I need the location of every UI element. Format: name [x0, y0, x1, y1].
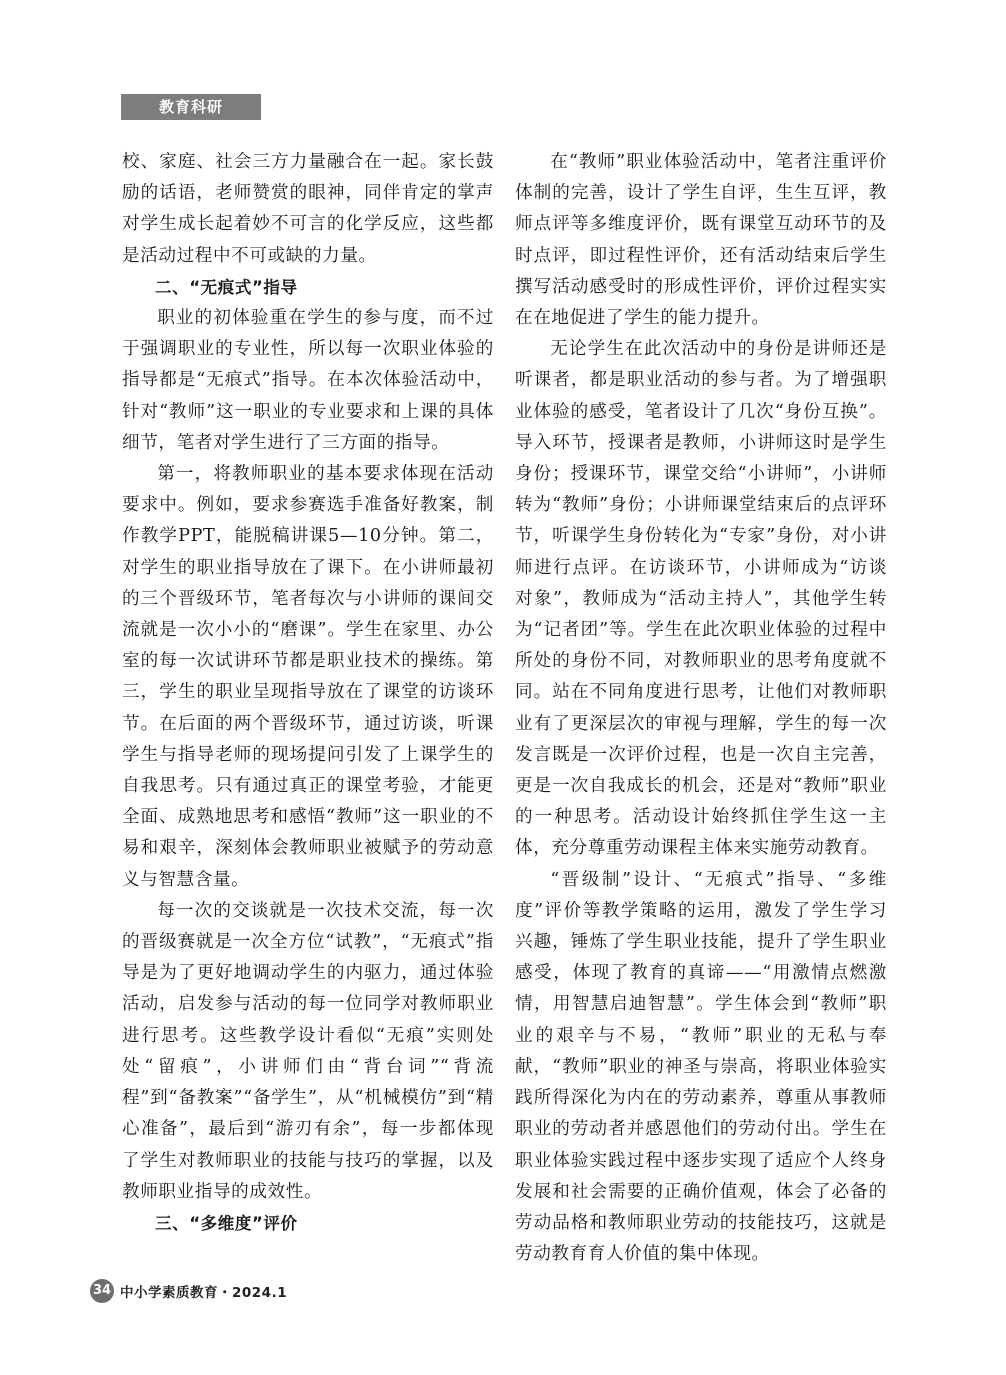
page-footer [90, 1278, 287, 1304]
paragraph: 第一，将教师职业的基本要求体现在活动要求中。例如，要求参赛选手准备好教案，制作教学PPT，能脱稿讲课5—10分钟。第二，对学生的职业指导放在了课下。在小讲师最初的三个晋级环节，笔者每次与小讲师的课间交流就是一次小小的“磨课”。学生在家里、办公室的每一次试讲环节都是职业技术的操练。第三，学生的职业呈现指导放在了课堂的访谈环节。在后面的两个晋级环节，通过访谈，听课学生与指导老师的现场提问引发了上课学生的自我思考。只有通过真正的课堂考验，才能更全面、成熟地思考和感悟“教师”这一职业的不易和艰辛，深刻体会教师职业被赋予的劳动意义与智慧含量。 [122, 464, 494, 890]
page-number: 34 [90, 1279, 114, 1303]
section-heading: 二、“无痕式”指导 [155, 277, 298, 297]
journal-name: 中小学素质教育・2024.1 [120, 1285, 288, 1301]
paragraph: “晋级制”设计、“无痕式”指导、“多维度”评价等教学策略的运用，激发了学生学习兴趣，锤炼了学生职业技能，提升了学生职业感受，体现了教育的真谛——“用激情点燃激情，用智慧启迪智慧”。学生体会到“教师”职业的艰辛与不易，“教师”职业的无私与奉献，“教师”职业的神圣与崇高，将职业体验实践所得深化为内在的劳动素养，尊重从事教师职业的劳动者并感恩他们的劳动付出。学生在职业体验实践过程中逐步实现了适应个人终身发展和社会需要的正确价值观，体会了必备的劳动品格和教师职业劳动的技能技巧，这就是劳动教育育人价值的集中体现。 [515, 869, 887, 1265]
paragraph: 在“教师”职业体验活动中，笔者注重评价体制的完善，设计了学生自评，生生互评，教师点评等多维度评价，既有课堂互动环节的及时点评，即过程性评价，还有活动结束后学生撰写活动感受时的形成性评价，评价过程实实在在地促进了学生的能力提升。 [515, 152, 887, 329]
right-column [515, 147, 887, 1270]
left-column [122, 147, 494, 1239]
paragraph: 校、家庭、社会三方力量融合在一起。家长鼓励的话语，老师赞赏的眼神，同伴肯定的掌声对学生成长起着妙不可言的化学反应，这些都是活动过程中不可或缺的力量。 [122, 152, 494, 266]
section-heading: 三、“多维度”评价 [155, 1213, 298, 1233]
paragraph: 职业的初体验重在学生的参与度，而不过于强调职业的专业性，所以每一次职业体验的指导都是“无痕式”指导。在本次体验活动中，针对“教师”这一职业的专业要求和上课的具体细节，笔者对学生进行了三方面的指导。 [122, 308, 494, 453]
paragraph: 每一次的交谈就是一次技术交流，每一次的晋级赛就是一次全方位“试教”，“无痕式”指导是为了更好地调动学生的内驱力，通过体验活动，启发参与活动的每一位同学对教师职业进行思考。这些教学设计看似“无痕”实则处处“留痕”，小讲师们由“背台词”“背流程”到“备教案”“备学生”，从“机械模仿”到“精心准备”，最后到“游刃有余”，每一步都体现了学生对教师职业的技能与技巧的掌握，以及教师职业指导的成效性。 [122, 900, 494, 1202]
section-header-tab: 教育科研 [121, 94, 261, 120]
paragraph: 无论学生在此次活动中的身份是讲师还是听课者，都是职业活动的参与者。为了增强职业体验的感受，笔者设计了几次“身份互换”。导入环节，授课者是教师，小讲师这时是学生身份；授课环节，课堂交给“小讲师”，小讲师转为“教师”身份；小讲师课堂结束后的点评环节，听课学生身份转化为“专家”身份，对小讲师进行点评。在访谈环节，小讲师成为“访谈对象”，教师成为“活动主持人”，其他学生转为“记者团”等。学生在此次职业体验的过程中所处的身份不同，对教师职业的思考角度就不同。站在不同角度进行思考，让他们对教师职业有了更深层次的审视与理解，学生的每一次发言既是一次评价过程，也是一次自主完善，更是一次自我成长的机会，还是对“教师”职业的一种思考。活动设计始终抓住学生这一主体，充分尊重劳动课程主体来实施劳动教育。 [515, 339, 887, 859]
